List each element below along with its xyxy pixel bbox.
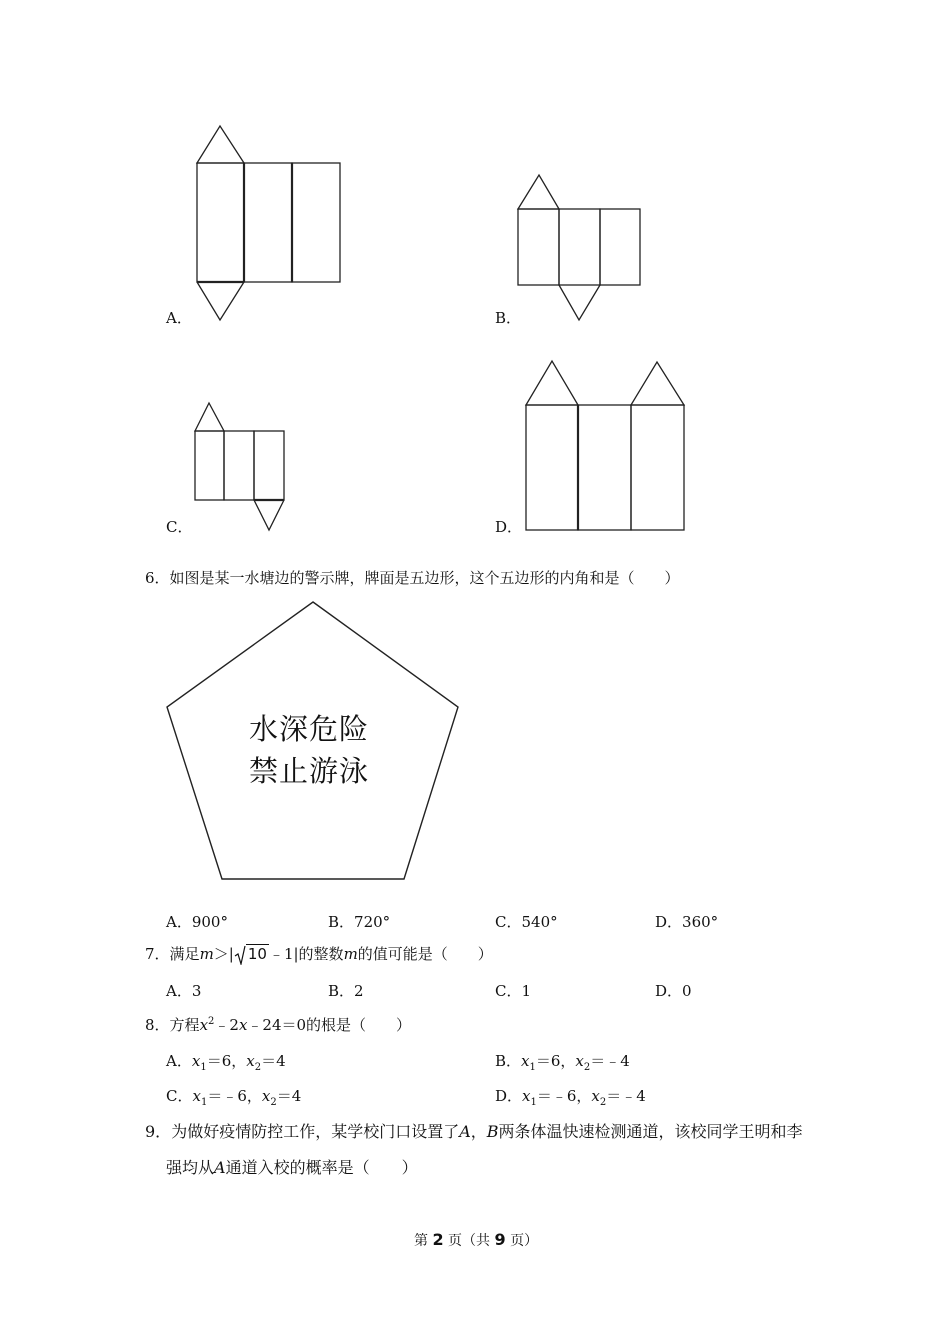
q7-text: ﹣1|的整数 [268, 945, 344, 963]
q8-var: x [238, 1016, 248, 1034]
value: ＝4 [276, 1087, 302, 1105]
question-7 [145, 944, 493, 964]
q7-var: m [199, 945, 214, 963]
value: ＝4 [261, 1052, 286, 1070]
var: x [575, 1052, 584, 1070]
radicand: 10 [247, 945, 267, 963]
q7-option-a[interactable]: A．3 [166, 982, 202, 1000]
var: x [591, 1087, 600, 1105]
q9-var: A [214, 1158, 226, 1177]
q9-var: A [459, 1122, 471, 1141]
q8-text: 方程 [169, 1016, 200, 1034]
q9-var: B [486, 1122, 499, 1141]
q8-option-c[interactable] [166, 1086, 301, 1106]
value: ＝6， [535, 1052, 576, 1070]
value: ＝﹣4 [606, 1087, 646, 1105]
question-6-number: 6． [145, 569, 170, 587]
q7-option-c[interactable]: C．1 [495, 982, 532, 1000]
q9-text: 两条体温快速检测通道，该校同学王明和李 [498, 1122, 803, 1141]
var: x [191, 1052, 201, 1070]
question-8-number: 8． [145, 1016, 170, 1034]
q6-option-d[interactable]: D．360° [655, 913, 719, 931]
footer-text: 页（共 [443, 1233, 495, 1249]
var: x [521, 1052, 530, 1070]
q8-option-b[interactable] [495, 1051, 630, 1071]
q8-option-a[interactable] [166, 1051, 286, 1071]
value: ＝﹣4 [590, 1052, 630, 1070]
page-footer [414, 1230, 538, 1251]
value: ＝6， [206, 1052, 247, 1070]
q7-option-b[interactable]: B．2 [328, 982, 364, 1000]
sub: 2 [254, 1062, 262, 1073]
question-6-stem: 如图是某一水塘边的警示牌，牌面是五边形，这个五边形的内角和是（ ） [169, 569, 680, 587]
page-total: 9 [494, 1230, 506, 1249]
q6-option-c[interactable]: C．540° [495, 913, 558, 931]
sub: 1 [200, 1097, 208, 1108]
q7-text: 满足 [169, 945, 200, 963]
option-label: B． [495, 1052, 522, 1070]
q9-text: 通道入校的概率是（ ） [225, 1158, 418, 1177]
value: ＝﹣6， [207, 1087, 262, 1105]
sub: 1 [200, 1062, 207, 1073]
var: x [246, 1052, 255, 1070]
sign-text [249, 708, 369, 792]
option-b-label[interactable]: B． [495, 309, 522, 327]
sqrt-symbol [234, 944, 269, 964]
option-label: C． [166, 1087, 193, 1105]
q9-text: 为做好疫情防控工作，某学校门口设置了 [171, 1122, 460, 1141]
q9-text: 强均从 [166, 1158, 215, 1177]
q8-option-d[interactable] [495, 1086, 646, 1106]
q6-option-a[interactable]: A．900° [166, 913, 228, 931]
q7-var: m [343, 945, 358, 963]
q9-text: ， [470, 1122, 487, 1141]
q7-option-d[interactable]: D．0 [655, 982, 692, 1000]
q8-text: ﹣24＝0的根是（ ） [247, 1016, 412, 1034]
sub: 1 [530, 1097, 537, 1108]
question-8 [145, 1015, 411, 1035]
option-d-label[interactable]: D． [495, 518, 523, 536]
value: ＝﹣6， [536, 1087, 592, 1105]
q8-var: x [199, 1016, 209, 1034]
q8-exponent: 2 [208, 1016, 215, 1027]
question-9-line-2 [166, 1158, 418, 1178]
sign-line-1: 水深危险 [249, 712, 370, 746]
question-9-line-1 [145, 1122, 803, 1142]
sub: 2 [583, 1062, 591, 1073]
option-a-label[interactable]: A． [166, 309, 192, 327]
question-9-number: 9． [145, 1122, 172, 1141]
sub: 2 [270, 1097, 277, 1108]
question-7-number: 7． [145, 945, 170, 963]
q8-text: ﹣2 [214, 1016, 239, 1034]
option-c-label[interactable]: C． [166, 518, 193, 536]
option-label: D． [495, 1087, 523, 1105]
sign-line-2: 禁止游泳 [249, 754, 370, 788]
sub: 1 [529, 1062, 536, 1073]
var: x [192, 1087, 201, 1105]
option-label: A． [166, 1052, 192, 1070]
page-number: 2 [432, 1230, 444, 1249]
var: x [261, 1087, 271, 1105]
footer-text: 第 [414, 1233, 433, 1249]
q7-text: ＞| [213, 945, 234, 963]
sub: 2 [599, 1097, 607, 1108]
q6-option-b[interactable]: B．720° [328, 913, 391, 931]
var: x [522, 1087, 531, 1105]
footer-text: 页） [505, 1233, 539, 1249]
q7-text: 的值可能是（ ） [357, 945, 493, 963]
